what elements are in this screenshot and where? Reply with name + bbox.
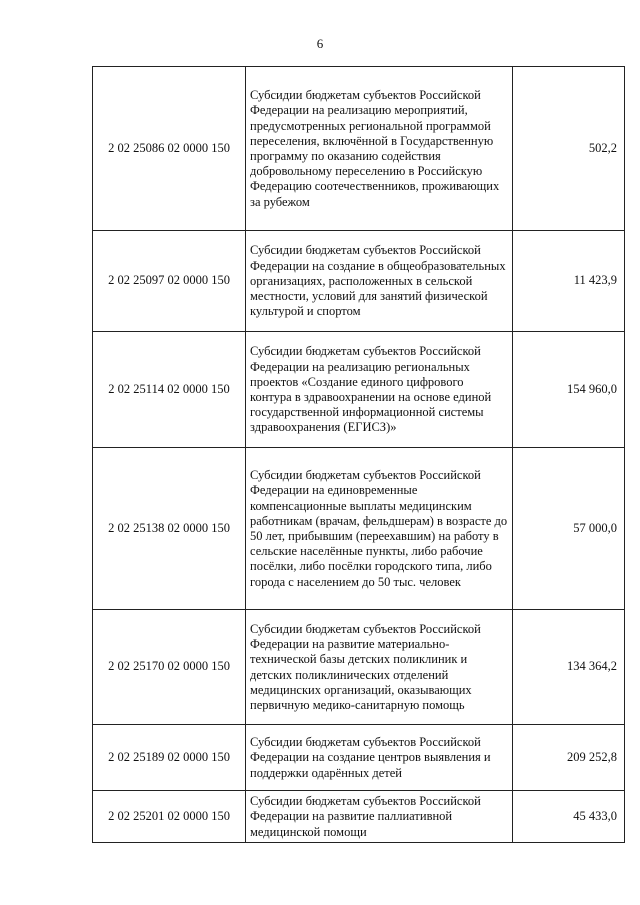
table-row bbox=[93, 725, 625, 791]
description-cell: Субсидии бюджетам субъектов Российской Федерации на развитие паллиативной медицинской помощи bbox=[246, 791, 513, 843]
description-cell: Субсидии бюджетам субъектов Российской Федерации на реализацию мероприятий, предусмотренных региональной программой переселения, включённой в Государственную программу по оказанию содействия добровольному переселению в Российскую Федерацию соотечественников, проживающих за рубежом bbox=[246, 67, 513, 231]
amount-cell: 45 433,0 bbox=[513, 791, 625, 843]
budget-code-cell: 2 02 25097 02 0000 150 bbox=[93, 231, 246, 332]
amount-cell: 11 423,9 bbox=[513, 231, 625, 332]
page-number: 6 bbox=[316, 36, 324, 51]
table-body bbox=[93, 67, 625, 843]
description-cell: Субсидии бюджетам субъектов Российской Федерации на создание центров выявления и поддержки одарённых детей bbox=[246, 725, 513, 791]
description-cell: Субсидии бюджетам субъектов Российской Федерации на реализацию региональных проектов «Создание единого цифрового контура в здравоохранении на основе единой государственной информационной системы здравоохранения (ЕГИСЗ)» bbox=[246, 332, 513, 448]
description-cell: Субсидии бюджетам субъектов Российской Федерации на развитие материально-технической базы детских поликлиник и детских поликлинических отделений медицинских организаций, оказывающих первичную медико-санитарную помощь bbox=[246, 610, 513, 725]
amount-cell: 154 960,0 bbox=[513, 332, 625, 448]
table-row bbox=[93, 791, 625, 843]
table-row bbox=[93, 332, 625, 448]
amount-cell: 209 252,8 bbox=[513, 725, 625, 791]
table-row bbox=[93, 448, 625, 610]
budget-revenue-table bbox=[92, 66, 625, 843]
description-cell: Субсидии бюджетам субъектов Российской Федерации на создание в общеобразовательных организациях, расположенных в сельской местности, условий для занятий физической культурой и спортом bbox=[246, 231, 513, 332]
budget-code-cell: 2 02 25114 02 0000 150 bbox=[93, 332, 246, 448]
table-row bbox=[93, 67, 625, 231]
table-row bbox=[93, 231, 625, 332]
table-row bbox=[93, 610, 625, 725]
amount-cell: 502,2 bbox=[513, 67, 625, 231]
budget-code-cell: 2 02 25201 02 0000 150 bbox=[93, 791, 246, 843]
budget-code-cell: 2 02 25138 02 0000 150 bbox=[93, 448, 246, 610]
budget-code-cell: 2 02 25170 02 0000 150 bbox=[93, 610, 246, 725]
description-cell: Субсидии бюджетам субъектов Российской Федерации на единовременные компенсационные выплаты медицинским работникам (врачам, фельдшерам) в возрасте до 50 лет, прибывшим (переехавшим) на работу в сельские населённые пункты, либо рабочие посёлки, либо посёлки городского типа, либо города с населением до 50 тыс. человек bbox=[246, 448, 513, 610]
budget-code-cell: 2 02 25086 02 0000 150 bbox=[93, 67, 246, 231]
amount-cell: 134 364,2 bbox=[513, 610, 625, 725]
budget-code-cell: 2 02 25189 02 0000 150 bbox=[93, 725, 246, 791]
amount-cell: 57 000,0 bbox=[513, 448, 625, 610]
